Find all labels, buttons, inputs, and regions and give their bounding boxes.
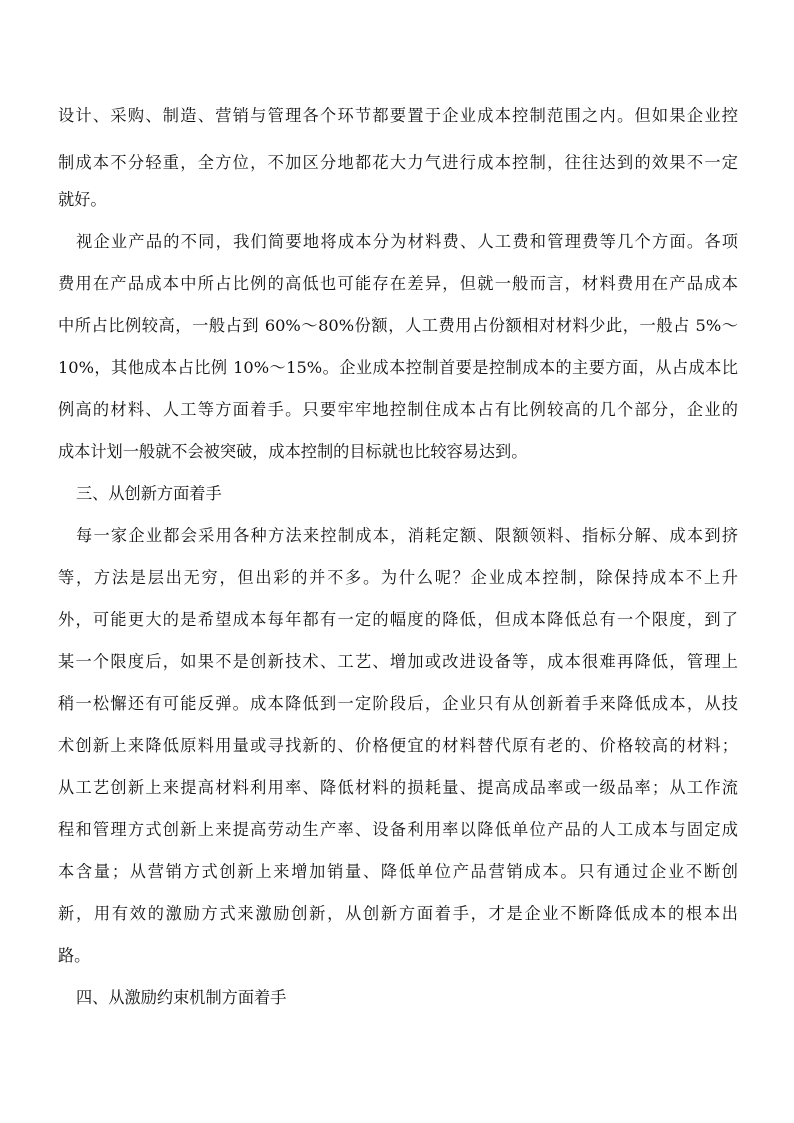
paragraph-line: 10%，其他成本占比例 10%～15%。企业成本控制首要是控制成本的主要方面，从占成本比 [58, 358, 738, 377]
section-heading: 四、从激励约束机制方面着手 [76, 988, 287, 1007]
paragraph-line: 术创新上来降低原料用量或寻找新的、价格便宜的材料替代原有老的、价格较高的材料； [58, 736, 738, 755]
paragraph-line: 稍一松懈还有可能反弹。成本降低到一定阶段后，企业只有从创新着手来降低成本，从技 [58, 694, 738, 713]
paragraph-line: 成本计划一般就不会被突破，成本控制的目标就也比较容易达到。 [58, 442, 528, 461]
paragraph-line: 外，可能更大的是希望成本每年都有一定的幅度的降低，但成本降低总有一个限度，到了 [58, 610, 738, 629]
paragraph-line: 制成本不分轻重，全方位，不加区分地都花大力气进行成本控制，往往达到的效果不一定 [58, 153, 738, 172]
paragraph-line: 路。 [58, 946, 91, 965]
paragraph-line: 中所占比例较高，一般占到 60%～80%份额，人工费用占份额相对材料少此，一般占 5%～ [58, 316, 738, 335]
paragraph-line: 设计、采购、制造、营销与管理各个环节都要置于企业成本控制范围之内。但如果企业控 [58, 106, 738, 125]
section-heading: 三、从创新方面着手 [76, 484, 222, 503]
paragraph-line: 等，方法是层出无穷，但出彩的并不多。为什么呢？企业成本控制，除保持成本不上升 [58, 568, 738, 587]
paragraph-line: 本含量；从营销方式创新上来增加销量、降低单位产品营销成本。只有通过企业不断创 [58, 862, 738, 881]
paragraph-line: 每一家企业都会采用各种方法来控制成本，消耗定额、限额领料、指标分解、成本到挤 [76, 526, 738, 545]
paragraph-line: 新，用有效的激励方式来激励创新，从创新方面着手，才是企业不断降低成本的根本出 [58, 904, 738, 923]
paragraph-line: 视企业产品的不同，我们简要地将成本分为材料费、人工费和管理费等几个方面。各项 [76, 232, 738, 251]
paragraph-line: 例高的材料、人工等方面着手。只要牢牢地控制住成本占有比例较高的几个部分，企业的 [58, 400, 738, 419]
paragraph-line: 就好。 [58, 190, 107, 209]
paragraph-line: 某一个限度后，如果不是创新技术、工艺、增加或改进设备等，成本很难再降低，管理上 [58, 652, 738, 671]
paragraph-line: 费用在产品成本中所占比例的高低也可能存在差异，但就一般而言，材料费用在产品成本 [58, 274, 738, 293]
paragraph-line: 程和管理方式创新上来提高劳动生产率、设备利用率以降低单位产品的人工成本与固定成 [58, 820, 738, 839]
paragraph-line: 从工艺创新上来提高材料利用率、降低材料的损耗量、提高成品率或一级品率；从工作流 [58, 778, 738, 797]
